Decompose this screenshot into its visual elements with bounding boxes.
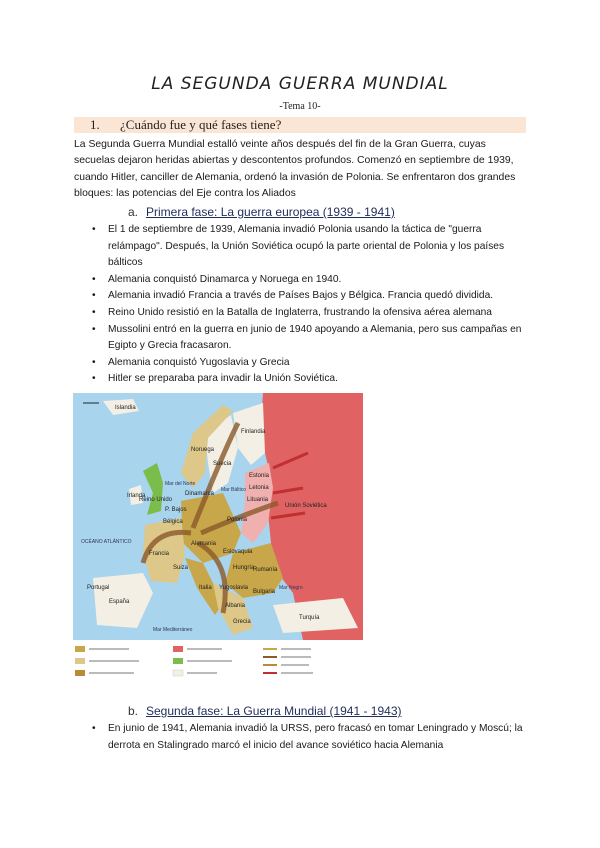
legend-swatch-axis-occupied <box>75 658 85 664</box>
phase-b-letter: b. <box>128 704 139 718</box>
label-paises-bajos: P. Bajos <box>165 507 187 513</box>
section-1-intro: La Segunda Guerra Mundial estalló veinte años después del fin de la Gran Guerra, cuyas secuelas dejaron heridas abiertas y descontentos profundos. Comenzó en septiembre de 1939, cuando Hitler, canciller de Alemania, ordenó la invasión de Polonia. Se enfrentaron dos grandes bloques: las potencias del Eje contra los Aliados <box>74 139 516 200</box>
label-oceano: OCÉANO ATLÁNTICO <box>81 539 132 545</box>
section-1-title: ¿Cuándo fue y qué fases tiene? <box>120 117 282 132</box>
label-islandia: Islandia <box>115 405 136 411</box>
label-grecia: Grecia <box>233 619 251 625</box>
list-item: • En junio de 1941, Alemania invadió la URSS, pero fracasó en tomar Leningrado y Moscú; la derrota en Stalingrado marcó el inicio del avance soviético hacia Alemania <box>92 723 523 751</box>
phase-a-letter: a. <box>128 205 139 219</box>
label-albania: Albania <box>225 603 246 609</box>
label-rumania: Rumanía <box>253 567 278 573</box>
legend-text-line <box>281 664 309 666</box>
label-italia: Italia <box>199 585 212 591</box>
list-item: • El 1 de septiembre de 1939, Alemania invadió Polonia usando la táctica de "guerra relámpago". Después, la Unión Soviética ocupó la parte oriental de Polonia y los países bálticos <box>92 224 505 269</box>
legend-swatch-neutral <box>173 670 183 676</box>
label-polonia: Polonia <box>227 517 248 523</box>
label-mar-norte: Mar del Norte <box>165 481 196 487</box>
label-reino-unido: Reino Unido <box>139 497 173 503</box>
legend-text-line <box>187 672 217 674</box>
legend-text-line <box>89 660 139 662</box>
label-dinamarca: Dinamarca <box>185 491 215 497</box>
list-item: • Alemania conquistó Dinamarca y Noruega en 1940. <box>92 273 342 285</box>
legend-text-line <box>187 660 232 662</box>
list-item: • Mussolini entró en la guerra en junio de 1940 apoyando a Alemania, pero sus campañas en Egipto y Grecia fracasaron. <box>92 323 522 352</box>
legend-swatch-soviet <box>173 646 183 652</box>
legend-text-line <box>187 648 222 650</box>
section-1-heading <box>74 117 526 133</box>
phase-a-heading <box>128 205 395 219</box>
label-suecia: Suecia <box>213 461 232 467</box>
label-belgica: Bélgica <box>163 519 183 525</box>
phase-b-heading <box>128 704 402 718</box>
legend-text-line <box>281 672 313 674</box>
section-1-number: 1. <box>90 117 100 132</box>
legend-text-line <box>89 648 129 650</box>
label-espana: España <box>109 599 130 605</box>
phase-b-title: Segunda fase: La Guerra Mundial (1941 - 1943) <box>146 704 402 718</box>
label-alemania: Alemania <box>191 541 217 547</box>
legend-text-line <box>281 656 311 658</box>
label-bulgaria: Bulgaria <box>253 589 276 595</box>
phase-b-bullet-list <box>92 721 532 754</box>
legend-swatch-axis <box>75 646 85 652</box>
legend-swatch-axis-allies <box>75 670 85 676</box>
label-union-sovietica: Unión Soviética <box>285 503 327 509</box>
map-legend <box>73 643 363 683</box>
page-subtitle: -Tema 10- <box>279 101 321 112</box>
legend-text-line <box>89 672 134 674</box>
label-finlandia: Finlandia <box>241 429 266 435</box>
phase-a-title: Primera fase: La guerra europea (1939 - 1941) <box>146 205 395 219</box>
legend-swatch-allies <box>173 658 183 664</box>
label-turquia: Turquía <box>299 615 320 621</box>
label-mar-negro: Mar Negro <box>279 585 303 591</box>
label-mar-baltico: Mar Báltico <box>221 487 247 493</box>
page-title: LA SEGUNDA GUERRA MUNDIAL <box>151 74 449 94</box>
list-item: • Reino Unido resistió en la Batalla de Inglaterra, frustrando la ofensiva aérea alemana <box>92 306 492 318</box>
label-yugoslavia: Yugoslavia <box>219 585 249 591</box>
label-noruega: Noruega <box>191 447 215 453</box>
label-lituania: Lituania <box>247 497 269 503</box>
phase-a-bullet-list <box>92 222 532 388</box>
list-item: • Hitler se preparaba para invadir la Unión Soviética. <box>92 373 338 385</box>
label-letonia: Letonia <box>249 485 269 491</box>
europe-war-map <box>73 393 363 640</box>
label-eslovaquia: Eslovaquia <box>223 549 253 555</box>
label-mediterraneo: Mar Mediterráneo <box>153 627 193 633</box>
label-estonia: Estonia <box>249 473 270 479</box>
label-suiza: Suiza <box>173 565 189 571</box>
list-item: • Alemania conquistó Yugoslavia y Grecia <box>92 356 290 368</box>
list-item: • Alemania invadió Francia a través de Países Bajos y Bélgica. Francia quedó dividida. <box>92 290 494 302</box>
label-hungria: Hungría <box>233 565 255 571</box>
label-irlanda: Irlanda <box>127 493 146 499</box>
legend-text-line <box>281 648 311 650</box>
label-portugal: Portugal <box>87 585 110 591</box>
label-francia: Francia <box>149 551 170 557</box>
